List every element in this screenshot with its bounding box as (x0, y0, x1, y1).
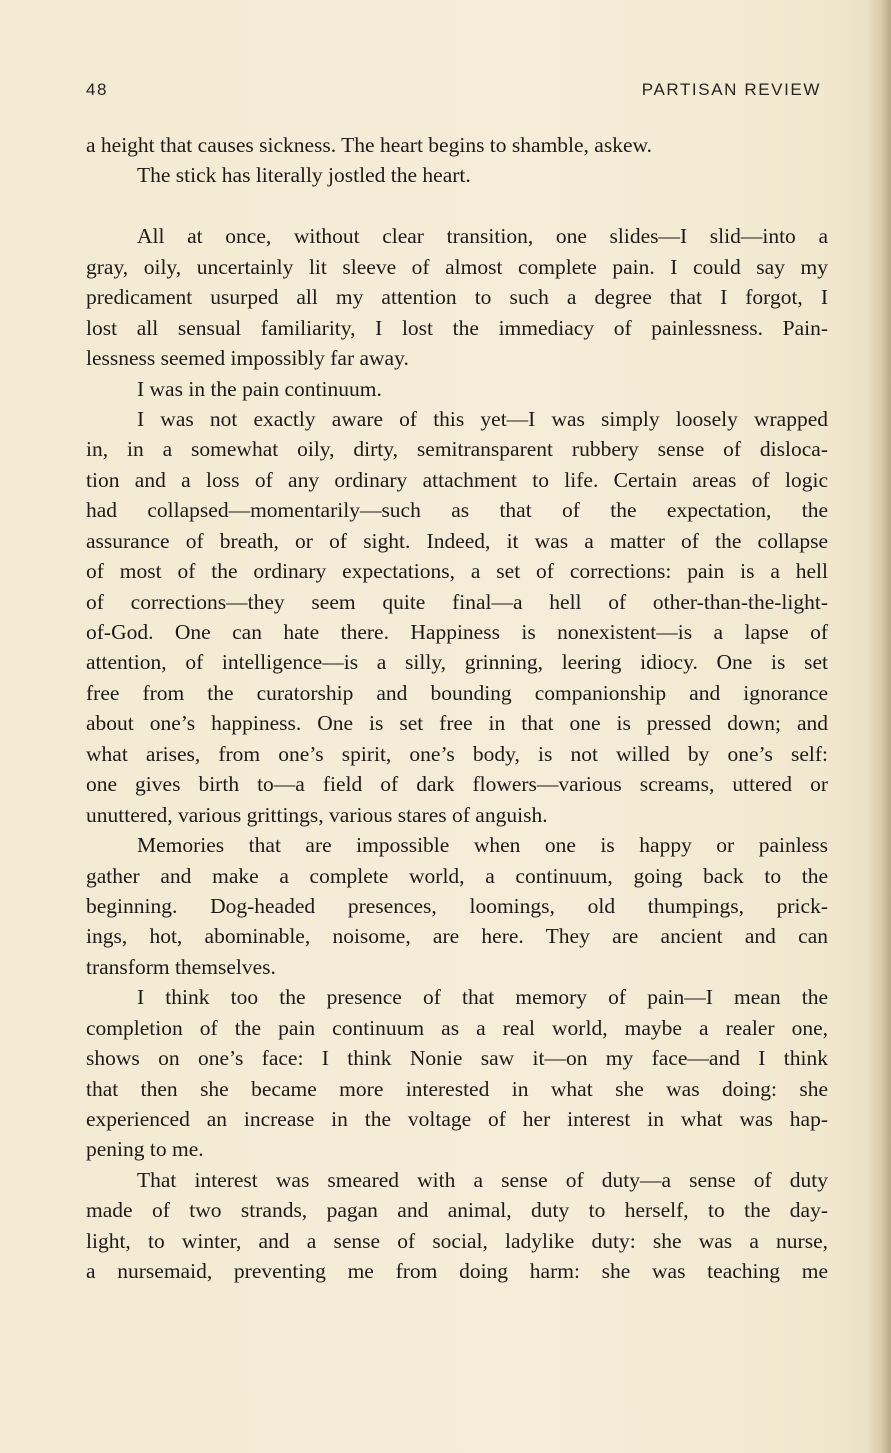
text-line: lost all sensual familiarity, I lost the immediacy of painlessness. Pain- (86, 315, 828, 340)
text-line: attention, of intelligence—is a silly, grinning, leering idiocy. One is set (86, 650, 828, 675)
text-line: All at once, without clear transition, one slides—I slid—into a (137, 224, 828, 249)
page-edge-shadow (869, 0, 891, 1453)
text-line: I think too the presence of that memory of pain—I mean the (137, 985, 828, 1010)
text-line: about one’s happiness. One is set free in that one is pressed down; and (86, 711, 828, 736)
journal-title: PARTISAN REVIEW (641, 80, 821, 99)
text-line: pening to me. (86, 1137, 204, 1162)
text-line: a height that causes sickness. The heart begins to shamble, askew. (86, 133, 653, 157)
text-line: ings, hot, abominable, noisome, are here. They are ancient and can (86, 924, 828, 949)
page-number: 48 (86, 80, 109, 99)
text-line: The stick has literally jostled the heart. (137, 163, 471, 188)
text-line: in, in a somewhat oily, dirty, semitransparent rubbery sense of disloca- (86, 437, 828, 462)
text-line: had collapsed—momentarily—such as that of the expectation, the (86, 498, 828, 523)
text-line: completion of the pain continuum as a real world, maybe a realer one, (86, 1015, 828, 1040)
text-line: beginning. Dog-headed presences, loomings, old thumpings, prick- (86, 893, 828, 918)
text-line: that then she became more interested in what she was doing: she (86, 1076, 828, 1101)
text-line: That interest was smeared with a sense of duty—a sense of duty (137, 1167, 828, 1192)
text-line: a nursemaid, preventing me from doing harm: she was teaching me (86, 1259, 828, 1284)
body-text (86, 130, 828, 1287)
text-line: predicament usurped all my attention to such a degree that I forgot, I (86, 285, 828, 310)
text-line: of-God. One can hate there. Happiness is nonexistent—is a lapse of (86, 620, 828, 644)
text-line: I was in the pain continuum. (137, 376, 382, 401)
text-line: gather and make a complete world, a continuum, going back to the (86, 863, 828, 888)
text-line: shows on one’s face: I think Nonie saw it—on my face—and I think (86, 1046, 828, 1071)
text-line: one gives birth to—a field of dark flowers—various screams, uttered or (86, 772, 828, 797)
section-break (86, 191, 828, 221)
text-line: experienced an increase in the voltage of her interest in what was hap- (86, 1107, 828, 1131)
text-line: Memories that are impossible when one is happy or painless (137, 833, 828, 858)
text-line: tion and a loss of any ordinary attachment to life. Certain areas of logic (86, 467, 828, 492)
text-line: gray, oily, uncertainly lit sleeve of almost complete pain. I could say my (86, 254, 828, 279)
text-line: assurance of breath, or of sight. Indeed, it was a matter of the collapse (86, 528, 828, 553)
text-line: light, to winter, and a sense of social, ladylike duty: she was a nurse, (86, 1228, 828, 1253)
text-line: transform themselves. (86, 954, 276, 979)
text-line: of most of the ordinary expectations, a set of corrections: pain is a hell (86, 559, 828, 584)
running-head (86, 80, 821, 104)
text-line: what arises, from one’s spirit, one’s body, is not willed by one’s self: (86, 741, 828, 766)
text-line: unuttered, various grittings, various stares of anguish. (86, 802, 548, 827)
text-line: free from the curatorship and bounding companionship and ignorance (86, 680, 828, 705)
text-line: made of two strands, pagan and animal, duty to herself, to the day- (86, 1198, 828, 1223)
text-line: lessness seemed impossibly far away. (86, 346, 409, 371)
text-line: I was not exactly aware of this yet—I was simply loosely wrapped (137, 406, 828, 431)
text-line: of corrections—they seem quite final—a hell of other-than-the-light- (86, 589, 828, 614)
